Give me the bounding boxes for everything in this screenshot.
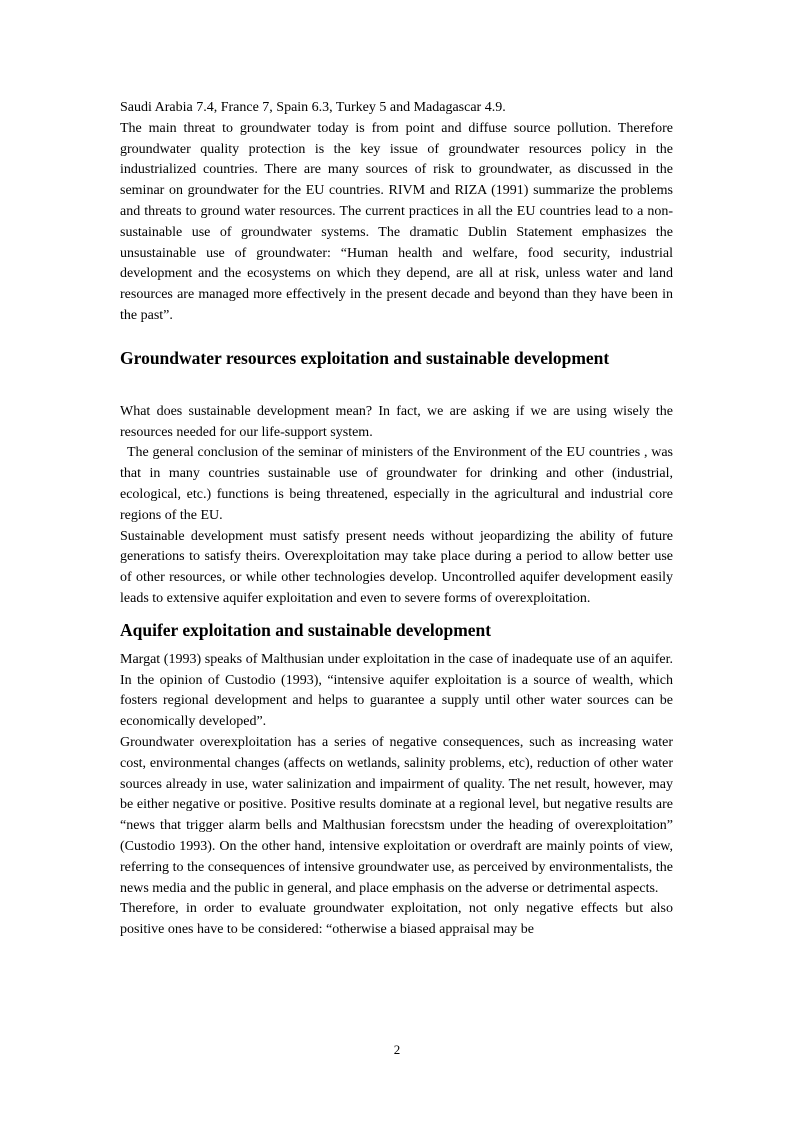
page-number: 2 <box>393 1042 401 1057</box>
paragraph-sustainable-question: What does sustainable development mean? In fact, we are asking if we are using wisely the resources needed for our life-support system. <box>120 403 673 440</box>
paragraph-margat: Margat (1993) speaks of Malthusian under exploitation in the case of inadequate use of an aquifer. In the opinion of Custodio (1993), “intensive aquifer exploitation is a source of wealth, which fosters regional development and helps to guarantee a supply until other water sources can be economically developed”. <box>120 651 673 730</box>
document-page <box>120 98 673 941</box>
paragraph-groundwater-threat: The main threat to groundwater today is from point and diffuse source pollution. Therefore groundwater quality protection is the key issue of groundwater resources policy in the industrialized countries. There are many sources of risk to groundwater, as discussed in the seminar on groundwater for the EU countries. RIVM and RIZA (1991) summarize the problems and threats to ground water resources. The current practices in all the EU countries lead to a non-sustainable use of groundwater systems. The dramatic Dublin Statement emphasizes the unsustainable use of groundwater: “Human health and welfare, food security, industrial development and the ecosystems on which they depend, are all at risk, unless water and land resources are managed more effectively in the present decade and beyond than they have been in the past”. <box>120 120 673 323</box>
paragraph-overexploitation-consequences: Groundwater overexploitation has a series of negative consequences, such as increasing water cost, environmental changes (affects on wetlands, salinity problems, etc), reduction of other water sources already in use, water salinization and impairment of quality. The net result, however, may be either negative or positive. Positive results dominate at a regional level, but negative results are “news that trigger alarm bells and Malthusian forecstsm under the heading of overexploitation” (Custodio 1993). On the other hand, intensive exploitation or overdraft are mainly points of view, referring to the consequences of intensive groundwater use, as perceived by environmentalists, the news media and the public in general, and place emphasis on the adverse or detrimental aspects. <box>120 734 673 896</box>
paragraph-evaluation: Therefore, in order to evaluate groundwater exploitation, not only negative effects but also positive ones have to be considered: “otherwise a biased appraisal may be <box>120 901 673 938</box>
paragraph-sustainable-definition: Sustainable development must satisfy present needs without jeopardizing the ability of future generations to satisfy theirs. Overexploitation may take place during a period to allow better use of other resources, or while other technologies develop. Uncontrolled aquifer development easily leads to extensive aquifer exploitation and even to severe forms of overexploitation. <box>120 528 673 606</box>
paragraph-seminar-conclusion: The general conclusion of the seminar of ministers of the Environment of the EU countries , was that in many countries sustainable use of groundwater for drinking and other (industrial, ecological, etc.) functions is being threatened, especially in the agricultural and industrial core regions of the EU. <box>120 445 673 523</box>
section-heading-sustainable-development: Groundwater resources exploitation and sustainable development <box>120 347 610 368</box>
paragraph-countries-list: Saudi Arabia 7.4, France 7, Spain 6.3, Turkey 5 and Madagascar 4.9. <box>120 100 506 115</box>
section-heading-aquifer-exploitation: Aquifer exploitation and sustainable development <box>120 619 492 640</box>
